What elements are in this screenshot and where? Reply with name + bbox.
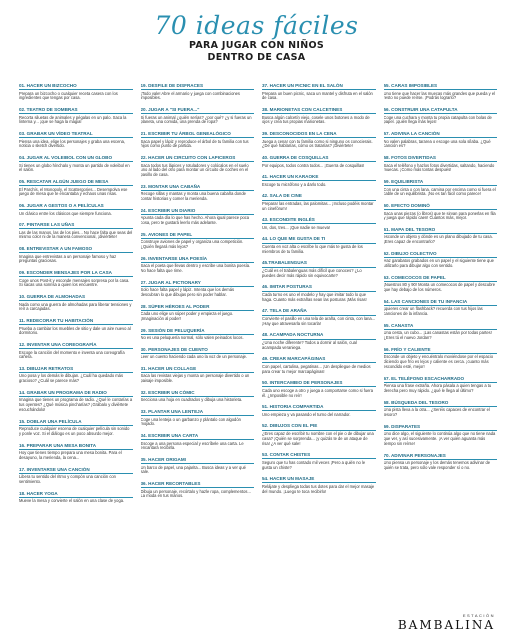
idea-item xyxy=(141,457,255,475)
idea-title: 18. HACER YOGA xyxy=(19,491,133,498)
idea-description: Hoy que tienes tiempo prepara una mesa bonita. Para el desayuno, la merienda, la cena... xyxy=(19,450,122,461)
idea-title: 51. HISTORIA COMPARTIDA xyxy=(262,404,376,411)
idea-description: Piensa una idea, elige los personajes y graba una escena, noticia o sketch divertido. xyxy=(19,138,126,149)
idea-title: 52. DIBUJOS CON EL PIE xyxy=(262,423,376,430)
idea-item xyxy=(141,256,255,274)
idea-item xyxy=(141,83,255,101)
idea-item xyxy=(262,217,376,230)
logo-big-text: BAMBALINA xyxy=(397,618,495,632)
idea-description: Por equipos, todos contra todos... ¡Guerra de cosquillas! xyxy=(262,162,365,168)
idea-description: Saca las revistas viejas y monta un personaje divertido o un paisaje imposible. xyxy=(140,373,250,384)
idea-title: 13. DIBUJAR RETRATOS xyxy=(19,366,133,373)
idea-description: Uno empieza y va pasando el turno del narrador. xyxy=(262,411,351,417)
idea-title: 50. INTERCAMBIO DE PERSONAJES xyxy=(262,380,376,387)
idea-item xyxy=(19,107,133,125)
ideas-columns xyxy=(19,83,497,598)
idea-description: Secciona una hoja en cuadrados y dibuja una historieta. xyxy=(140,397,243,403)
idea-description: Si fueras un animal ¿quién serías? ¿por qué? ¿y si fueras un planeta, una comida, una prenda de ropa? xyxy=(140,114,252,125)
idea-item xyxy=(19,203,133,216)
idea-title: 25. AVIONES DE PAPEL xyxy=(141,232,255,239)
idea-item xyxy=(141,328,255,341)
idea-description: No valen palabras, tararea o escoge una sola sílaba. ¿Qué canción es? xyxy=(383,138,491,149)
idea-description: Piensa una frase extraña. Ahora pásala a quien tengas a tu derecha pero muy rápido. ¿qué le llega al último? xyxy=(383,383,492,394)
idea-description: Uno dice algo, el siguiente lo continúa algo que no tiene nada que ver, y así sucesivamente. ¡A ver quién aguanta más tiempo sin reírse! xyxy=(383,431,496,447)
idea-description: Cada turno es uno el modelo y hay que imitar todo lo que haga. Cuanto más extrañas sean las posturas ¡Más risas! xyxy=(262,291,367,302)
idea-item xyxy=(19,366,133,384)
idea-description: Saca todos tus lápices y rotuladores y colócalos en el suelo uno al lado del otro para montar un circuito de coches en el pasillo de casa. xyxy=(140,162,249,178)
idea-item xyxy=(19,491,133,504)
idea-item xyxy=(19,318,133,336)
idea-item xyxy=(262,107,376,125)
page-subtitle-1: PARA JUGAR CON NIÑOS xyxy=(188,40,325,51)
idea-description: No es una peluquería normal, sólo valen peinados locos. xyxy=(140,335,244,341)
idea-title: 08. ENTREVISTAR A UN FAMOSO xyxy=(19,246,133,253)
idea-item xyxy=(384,347,498,370)
idea-title: 40. GUERRA DE COSQUILLAS xyxy=(262,155,376,162)
idea-title: 22. HACER UN CIRCUITO CON LAPICEROS xyxy=(141,155,255,162)
idea-description: Las de las manos, las de los pies... No hace falta que seas del mismo color ni de la manera convencional, ¡diviértete! xyxy=(19,229,133,240)
idea-description: ¡Todo vale! Abre el armario y juega con combinaciones imposibles. xyxy=(140,90,240,101)
ideas-column xyxy=(141,83,255,598)
idea-description: Preparar las entradas, las palomitas... ¡Incluso podéis montar un cinefórum! xyxy=(262,200,374,211)
idea-title: 28. SÚPER HÉROES AL PODER xyxy=(141,304,255,311)
idea-title: 02. TEATRO DE SOMBRAS xyxy=(19,107,133,114)
idea-title: 68. BÚSQUEDA DEL TESORO xyxy=(384,400,498,407)
ideas-column xyxy=(19,83,133,598)
idea-item xyxy=(141,433,255,451)
idea-description: Libera tu sentido del ritmo y compón una canción con sentimiento. xyxy=(19,474,116,485)
ideas-column xyxy=(262,83,376,598)
ideas-column xyxy=(384,83,498,598)
idea-description: Reproduce cualquier escena de cualquier película sin sonido y ponle voz. Si el diálogo es un poco absurdo mejor. xyxy=(19,426,130,437)
idea-description: Imagina que entrevistas a un personaje famoso y haz preguntas graciosas. xyxy=(19,253,117,264)
idea-item xyxy=(141,131,255,149)
idea-description: Recoge sillas y mantas y monta una buena cabaña donde contar historias y comer la merienda. xyxy=(140,191,246,202)
idea-item xyxy=(19,294,133,312)
idea-description: Escoge la canción del momento e inventa una coreografía cañera. xyxy=(19,349,125,360)
idea-title: 53. CONTAR CHISTES xyxy=(262,452,376,459)
idea-description: Construye aviones de papel y organiza una competición. ¿Quién llegará más lejos? xyxy=(140,239,244,250)
idea-title: 64. LAS CANCIONES DE TU INFANCIA xyxy=(384,299,498,306)
idea-item xyxy=(262,404,376,417)
idea-item xyxy=(19,270,133,288)
idea-item xyxy=(262,131,376,149)
idea-description: Cada uno elige un súper poder y empieza el juego. ¡Imaginación al poder! xyxy=(140,311,234,322)
idea-title: 62. DIBUJO COLECTIVO xyxy=(384,251,498,258)
idea-item xyxy=(141,280,255,298)
idea-description: Con una cinta o con lana, camina por encima como si fuera el cable de un equilibrista. ¡No es tan fácil como parece! xyxy=(383,186,496,197)
idea-title: 20. JUGAR A "SI FUERA..." xyxy=(141,107,255,114)
logo-small-text: ESTACIÓN xyxy=(462,613,495,618)
idea-title: 15. DOBLAR UNA PELÍCULA xyxy=(19,419,133,426)
idea-item xyxy=(262,356,376,374)
idea-description: Prepara un buen picnic, saca un mantel y disfruta en el salón de casa. xyxy=(262,90,373,101)
idea-title: 03. GRABAR UN VÍDEO TEATRAL xyxy=(19,131,133,138)
idea-item xyxy=(141,155,255,178)
idea-description: Prueba a cambiar los muebles de sitio y dale un aire nuevo al dormitorio. xyxy=(19,325,131,336)
idea-item xyxy=(141,232,255,250)
idea-description: Saca papel y lápiz y reproduce el árbol de tu familia con tus hijos como punto de partida. xyxy=(140,138,249,149)
idea-item xyxy=(384,424,498,447)
idea-title: 12. INVENTAR UNA COREOGRAFÍA xyxy=(19,342,133,349)
idea-title: 57. ADIVINA LA CANCIÓN xyxy=(384,131,498,138)
idea-item xyxy=(141,107,255,125)
header xyxy=(0,0,513,64)
idea-item xyxy=(384,131,498,149)
idea-description: Busca algún calcetín viejo, cosele unos botones a modo de ojos y crea tus propias marionetas. xyxy=(262,114,370,125)
idea-title: 37. HACER UN PICNIC EN EL SALÓN xyxy=(262,83,376,90)
idea-title: 07. PINTARSE LAS UÑAS xyxy=(19,222,133,229)
idea-title: 38. MARIONETAS CON CALCETINES xyxy=(262,107,376,114)
page-subtitle-2: DENTRO DE CASA xyxy=(207,52,306,63)
idea-title: 45.TRABALENGUAS xyxy=(262,260,376,267)
idea-description: Un clásico entre los clásicos que siempre funciona. xyxy=(19,210,112,216)
idea-title: 67. EL TELÉFONO ESCACHARRADO xyxy=(384,376,498,383)
idea-title: 43. ESCONDITE INGLÉS xyxy=(262,217,376,224)
idea-title: 27. JUGAR AL PICTIONARY xyxy=(141,280,255,287)
idea-title: 09. ESCONDER MENSAJES POR LA CASA xyxy=(19,270,133,277)
idea-title: 16. PREPARAR UNA MESA BONITA xyxy=(19,443,133,450)
idea-item xyxy=(19,467,133,485)
idea-item xyxy=(262,193,376,211)
idea-item xyxy=(19,246,133,264)
idea-item xyxy=(19,390,133,413)
idea-title: 35. HACER ORIGAMI xyxy=(141,457,255,464)
idea-title: 66. FRÍO Y CALIENTE xyxy=(384,347,498,354)
idea-item xyxy=(19,131,133,149)
idea-item xyxy=(141,409,255,427)
idea-description: Dibuja un personaje, recórtalo y hazle ropa, complementos... La moda en tus manos. xyxy=(140,488,251,499)
idea-item xyxy=(19,342,133,360)
idea-title: 41. HACER UN KARAOKE xyxy=(262,174,376,181)
idea-item xyxy=(384,299,498,317)
idea-item xyxy=(262,284,376,302)
idea-title: 32. ESCRIBIR UN CÓMIC xyxy=(141,390,255,397)
idea-title: 42. SALA DE CINE xyxy=(262,193,376,200)
idea-description: Coge una lenteja o un garbanzo y plántalo con algodón mojado. xyxy=(140,416,241,427)
idea-description: Saca el poeta que llevas dentro y escribe una bonita poesía. No hace falta que rime. xyxy=(140,263,251,274)
idea-title: 60. EFECTO DOMINÓ xyxy=(384,203,498,210)
idea-title: 10. GUERRA DE ALMOHADAS xyxy=(19,294,133,301)
idea-item xyxy=(262,174,376,187)
idea-item xyxy=(262,332,376,350)
idea-description: Con papel, cartulina, pegatinas... ¡Un despliegue de medios para crear tu mejor marcapáginas! xyxy=(262,363,371,374)
idea-description: Cuenta en voz alta o escribe lo que más te gusta de los miembros de tu familia. xyxy=(262,243,363,254)
idea-description: ¿Eres capaz de escribir tu nombre con el pie o de dibujar una casa? ¡Quién se sorprenda... ¡y quizás te de un ataque de risa! ¿A ver qué sale! xyxy=(262,430,374,446)
idea-item xyxy=(384,400,498,418)
idea-item xyxy=(19,222,133,240)
idea-item xyxy=(19,83,133,101)
idea-description: Saca unas piezas (o libros) que te sirvan para ponerlas en fila y juega que rápido caen! Cuantos más, mejor. xyxy=(383,210,496,221)
idea-title: 44. LO QUE ME GUSTA DE TI xyxy=(262,236,376,243)
idea-description: Recorta siluetas de animales y pégalas en un palo. Saca la linterna y... ¡que se haga la magia! xyxy=(19,114,127,125)
idea-item xyxy=(262,155,376,168)
idea-title: 54. HACER UN MASAJE xyxy=(262,476,376,483)
idea-description: Un, dos, tres... ¡Que nadie se mueva! xyxy=(262,224,331,230)
idea-description: Solo hace falta papel y lápiz. Intenta que los demás descubran lo que dibujas pero sin poder hablar. xyxy=(140,287,235,298)
idea-item xyxy=(384,453,498,471)
idea-title: 47. TELA DE ARAÑA xyxy=(262,308,376,315)
idea-item xyxy=(262,423,376,446)
idea-item xyxy=(384,251,498,269)
idea-title: 19. DESFILE DE DISFRACES xyxy=(141,83,255,90)
idea-item xyxy=(262,236,376,254)
idea-item xyxy=(384,275,498,293)
idea-item xyxy=(262,380,376,398)
idea-title: 46. IMITAR POSTURAS xyxy=(262,284,376,291)
idea-description: Seguro que tu has contado mil veces ¡Pero a quién no le gusta un chiste? xyxy=(262,459,366,470)
idea-item xyxy=(384,107,498,125)
idea-description: Juega a cenar con tu familia como si ninguno os conocierais. ¿De qué hablarías, cómo os tratarías? ¡Diviértete! xyxy=(262,138,373,149)
idea-description: Nada como una guerra de almohadas para liberar tensiones y reír a carcajadas. xyxy=(19,301,132,312)
idea-item xyxy=(141,347,255,360)
idea-item xyxy=(19,443,133,461)
idea-item xyxy=(384,179,498,197)
idea-title: 23. MONTAR UNA CABAÑA xyxy=(141,184,255,191)
idea-description: Escoge a una persona especial y escríbele una carta. Le encantará recibirla. xyxy=(140,440,244,451)
idea-title: 21. ESCRIBIR TU ÁRBOL GENEALÓGICO xyxy=(141,131,255,138)
idea-description: ¿Una noche diferente? Todos a dormir al salón, cual acampada veraniega. xyxy=(262,339,357,350)
idea-item xyxy=(141,304,255,322)
idea-title: 06. JUGAR A GESTOS O A PELÍCULAS xyxy=(19,203,133,210)
idea-item xyxy=(262,452,376,470)
idea-title: 65. CANASTA xyxy=(384,323,498,330)
idea-title: 63. COMECOCOS DE PAPEL xyxy=(384,275,498,282)
idea-description: Escoge tu micrófono y a darlo todo. xyxy=(262,181,327,187)
idea-title: 33. PLANTAR UNA LENTEJA xyxy=(141,409,255,416)
idea-title: 39. DESCONOCIDOS EN LA CENA xyxy=(262,131,376,138)
idea-item xyxy=(384,376,498,394)
idea-item xyxy=(262,476,376,494)
idea-description: Esconde un objeto y encuéntralo moviéndose por el espacio diciendo que frío es lejos y caliente es cerca. ¡cuanto más escondido esté, mejor! xyxy=(383,354,493,370)
idea-description: Una cesta, un cubo... ¡Las canastas están por todas partes! ¿Eres tú el nuevo Jordan? xyxy=(383,330,492,341)
idea-item xyxy=(141,184,255,202)
idea-title: 11. REDECORAR TU HABITACIÓN xyxy=(19,318,133,325)
idea-title: 01. HACER UN BIZCOCHO xyxy=(19,83,133,90)
idea-description: Uno piensa un personaje y los demás tenemos adivinar de quién se trata, pero sólo vale responder sí o no. xyxy=(383,460,491,471)
idea-title: 14. GRABAR UN PROGRAMA DE RADIO xyxy=(19,390,133,397)
idea-item xyxy=(384,203,498,221)
idea-title: 70. ADIVINAR PERSONAJES xyxy=(384,453,498,460)
idea-description: ¡Nuestros 80 y 90! Monta un comecocos de papel y descubre que hay debajo de los números. xyxy=(383,282,496,293)
idea-title: 61. MAPA DEL TESORO xyxy=(384,227,498,234)
idea-title: 36. HACER RECORTABLES xyxy=(141,481,255,488)
idea-title: 31. HACER UN COLLAGE xyxy=(141,366,255,373)
idea-description: Prepara un bizcocho o cualquier receta casera con los ingredientes que tengas por casa. xyxy=(19,90,118,101)
idea-item xyxy=(384,83,498,101)
idea-description: Saca el teléfono y hazlos fotos divertidas, saltando, haciendo muecas. ¡Como más tontas después! xyxy=(383,162,495,173)
idea-description: Apunta cada día lo que has hecho. Ahora igual parece poca cosa, pero te gustará leerlo más adelante. xyxy=(140,215,250,226)
idea-item xyxy=(19,419,133,437)
idea-item xyxy=(262,83,376,101)
idea-description: Imagina que tienes un programa de radio. ¿Qué le contarías a tus oyentes? ¿Qué música pincharías? ¡Grábalo y diviértete escuchándolo! xyxy=(19,397,133,413)
idea-item xyxy=(384,323,498,341)
idea-description: Cada uno escoge a otro y juega a comportarse como si fuera él. ¿Imposible no reír! xyxy=(262,387,374,398)
brand-logo xyxy=(398,613,495,632)
idea-title: 34. ESCRIBIR UNA CARTA xyxy=(141,433,255,440)
idea-title: 49. CREAR MARCAPÁGINAS xyxy=(262,356,376,363)
idea-description: ¡quieres crear un flashback? recuerda con tus hijos las canciones de la infancia. xyxy=(383,306,483,317)
idea-description: Leer un cuento haciendo cada uno la voz de un personaje. xyxy=(140,354,248,360)
idea-item xyxy=(384,227,498,245)
idea-item xyxy=(384,155,498,173)
idea-item xyxy=(19,179,133,197)
idea-description: ¿Cuál es el trabalenguas más difícil que conoces? ¿Lo puedes decir más rápido sin equivocarte? xyxy=(262,267,362,278)
idea-item xyxy=(141,390,255,403)
idea-description: esconde un objeto y dónde es un plano dibujado de tu casa. ¡Eres capaz de encontrarlo? xyxy=(383,234,493,245)
idea-description: Coge una cuchara y monta tu propia catapulta con bolas de papel. ¡quién llega más lejos! xyxy=(383,114,492,125)
idea-item xyxy=(141,481,255,499)
idea-title: 58. FOTOS DIVERTIDAS xyxy=(384,155,498,162)
idea-description: Una pista lleva a la otra... ¿Seréis capaces de encontrar el tesoro? xyxy=(383,407,490,418)
idea-title: 48. ACAMPADA NOCTURNA xyxy=(262,332,376,339)
page-title: 70 ideas fáciles xyxy=(154,11,359,40)
idea-title: 55. CARAS IMPOSIBLES xyxy=(384,83,498,90)
idea-item xyxy=(141,366,255,384)
idea-title: 59. EQUILIBRISTA xyxy=(384,179,498,186)
idea-item xyxy=(19,155,133,173)
idea-description: El Parchís, el Monopoly, el Scattergories... Desempolva ese juego de mesa que te encantaba y echaos unas risas. xyxy=(19,186,128,197)
idea-item xyxy=(262,260,376,278)
idea-title: 24. ESCRIBIR UN DIARIO xyxy=(141,208,255,215)
idea-title: 69. DISPARATES xyxy=(384,424,498,431)
idea-description: Un barco de papel, una pajarita... Busca ideas y a ver qué sale. xyxy=(140,464,246,475)
idea-description: Uno posa y los demás le dibujan. ¿Cuál ha quedado más gracioso? ¿Cuál se parece más? xyxy=(19,373,123,384)
idea-description: Haz garabatos grabados en un papel y el siguiente tiene que utilizarlo para dibujar algo con sentido. xyxy=(383,258,494,269)
idea-title: 29. SESIÓN DE PELUQUERÍA xyxy=(141,328,255,335)
idea-item xyxy=(141,208,255,226)
idea-description: Mueve la mesa y convierte el salón en una clase de yoga. xyxy=(19,498,125,504)
idea-title: 05. RESCATAR ALGÚN JUEGO DE MESA xyxy=(19,179,133,186)
idea-item xyxy=(262,308,376,326)
idea-title: 17. INVENTARSE UNA CANCIÓN xyxy=(19,467,133,474)
idea-title: 26. INVENTARSE UNA POESÍA xyxy=(141,256,255,263)
idea-title: 30. PERSONAJES DE CUENTO xyxy=(141,347,255,354)
idea-description: Si tienes un globo hínchalo y monta un partido de voleibol en el salón. xyxy=(19,162,130,173)
idea-description: Relájate y despliega todas tus dotes para dar el mejor masaje del mundo. ¡Luego te toca recibirlo! xyxy=(262,483,375,494)
idea-description: Uno tiene que hacer las muecas más grandes que pueda y el resto no puede reírse. ¡Podrás lograrlo? xyxy=(383,90,496,101)
idea-description: Coge unos Post-it y esconde mensajes sorpresa por la casa. Si sacas una sonrisa a quien los encuentre. xyxy=(19,277,130,288)
idea-title: 04. JUGAR AL VOLEIBOL CON UN GLOBO xyxy=(19,155,133,162)
idea-description: Convierte el pasillo en una tela de araña, con cinta, con lana... ¡Hay que atravesarla sin tocarla! xyxy=(262,315,376,326)
idea-title: 56. CONSTRUIR UNA CATAPULTA xyxy=(384,107,498,114)
